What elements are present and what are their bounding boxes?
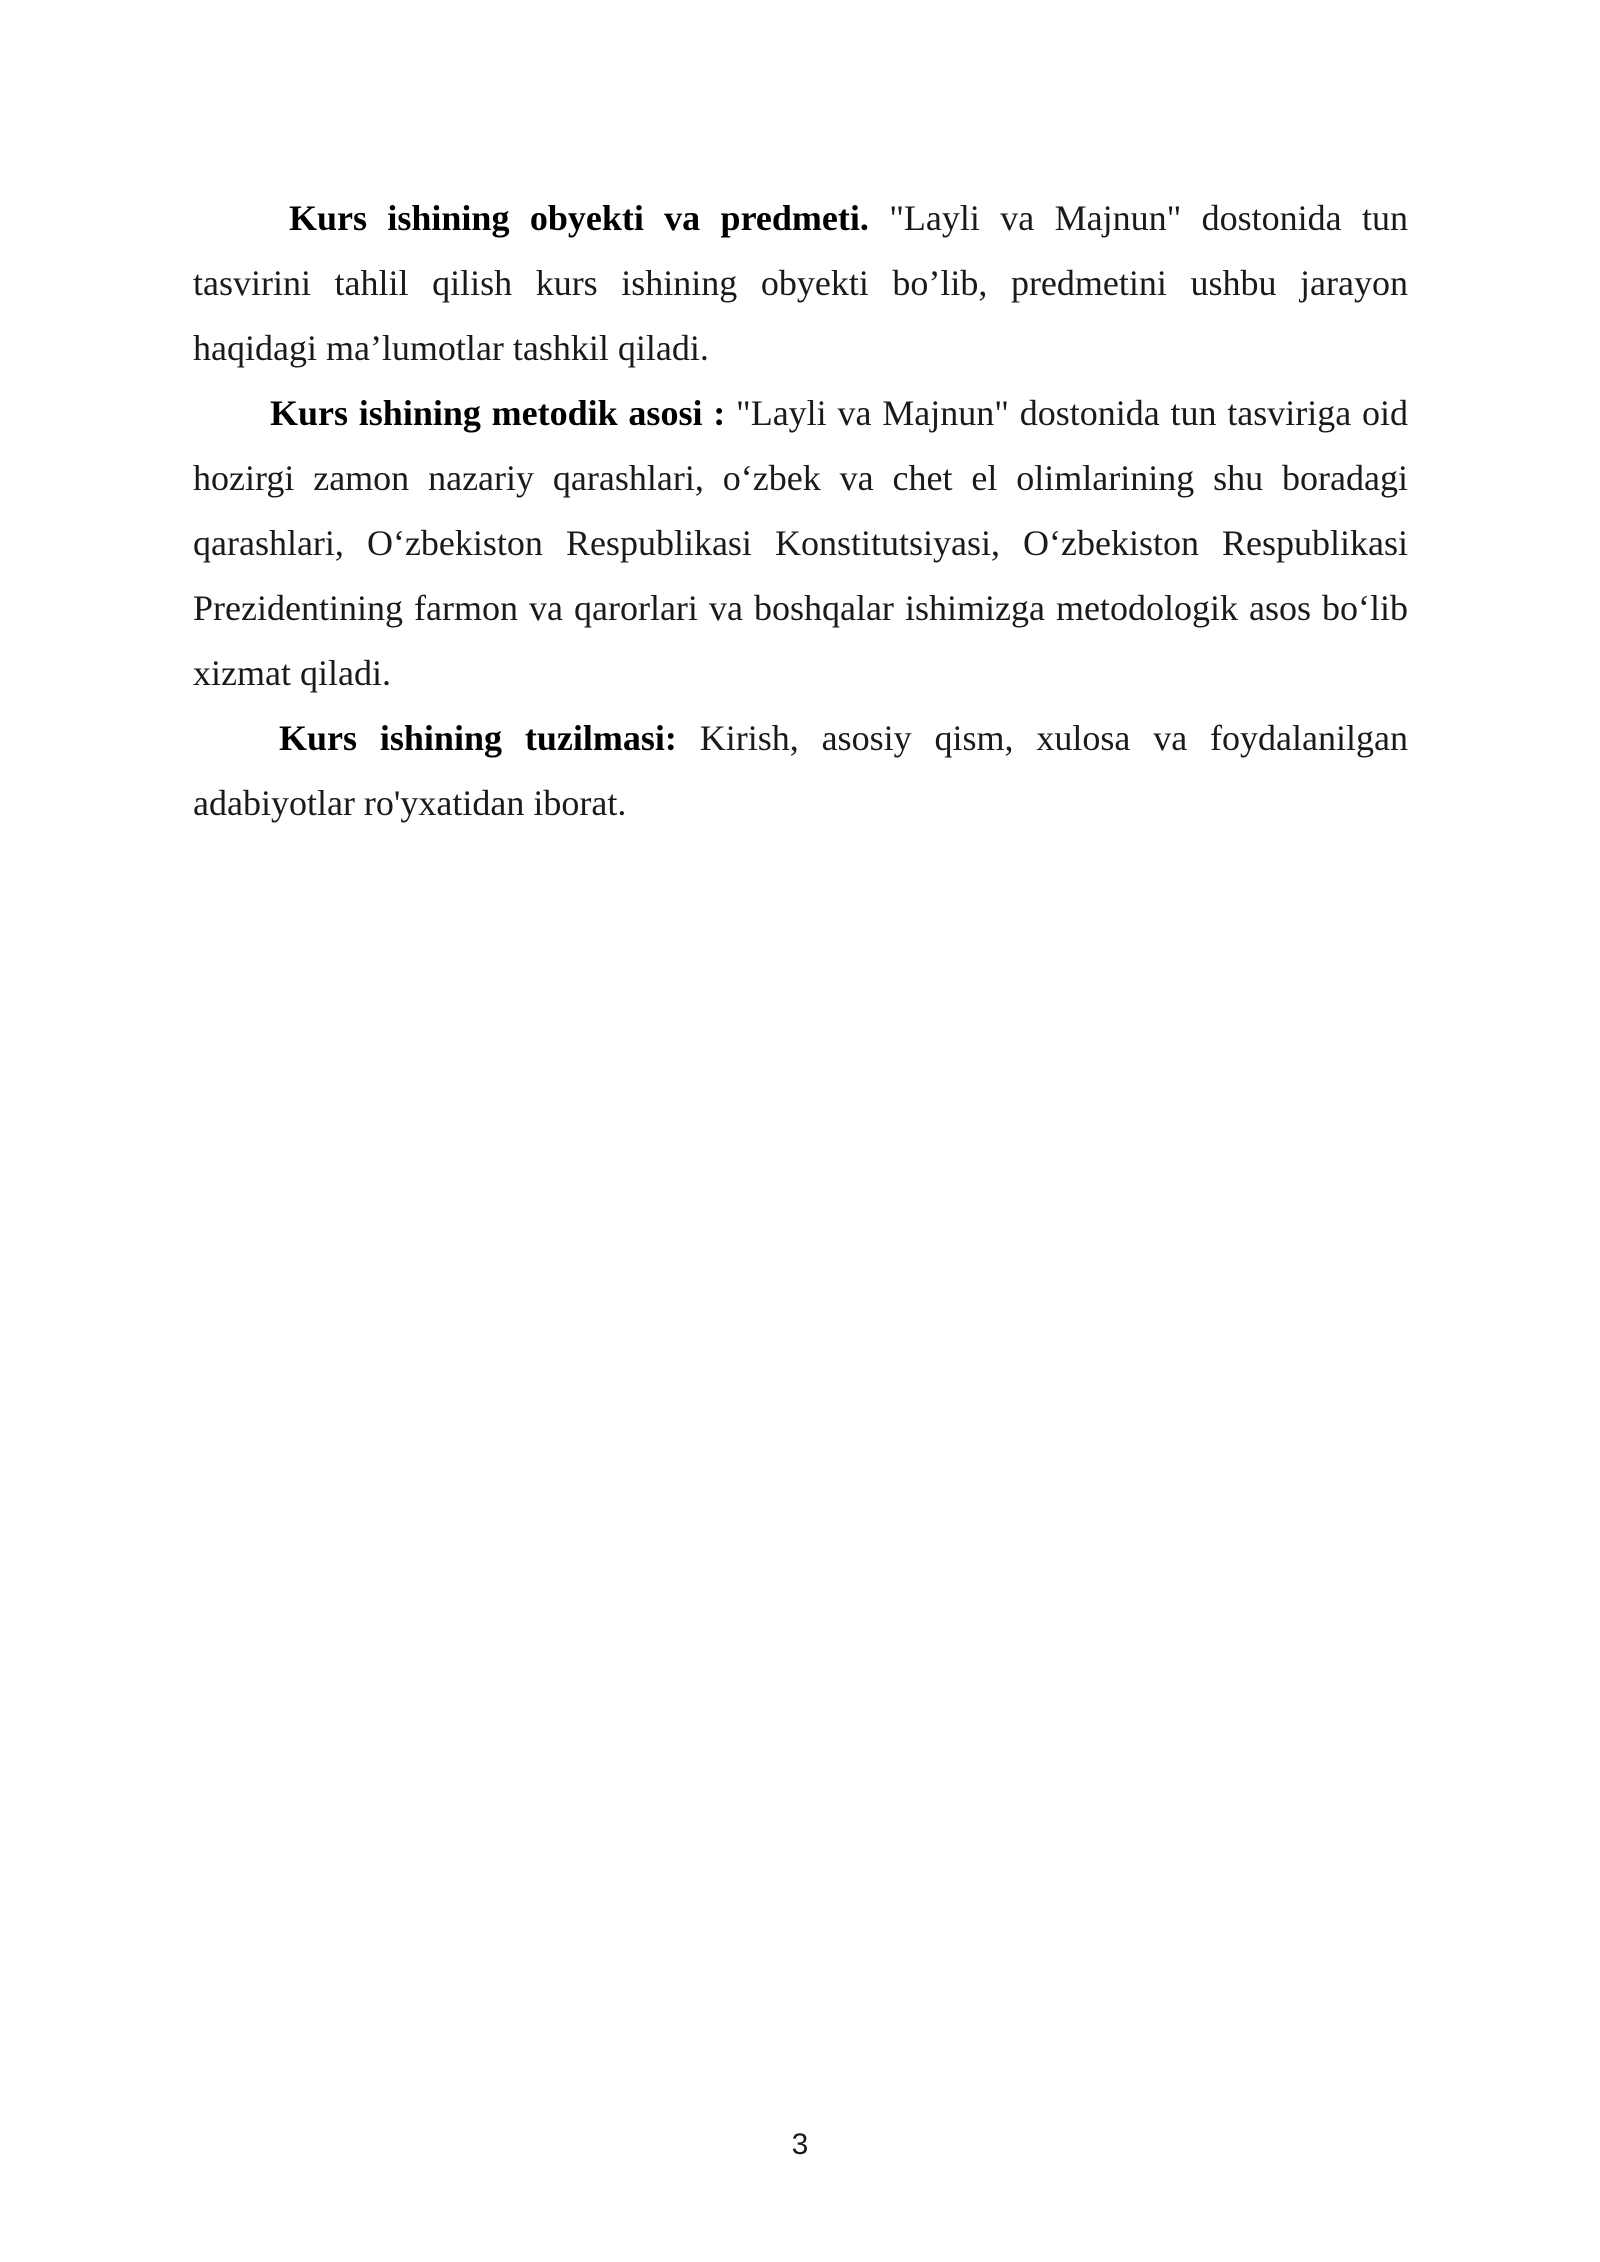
page-number: 3 — [791, 2128, 809, 2161]
paragraph-text: "Layli va Majnun" dostonida tun tasvirini tahlil qilish kurs ishining obyekti bo’lib, predmetini ushbu jarayon haqidagi ma’lumotlar tashkil qiladi. — [193, 198, 1408, 368]
paragraph-text: "Layli va Majnun" dostonida tun tasviriga oid hozirgi zamon nazariy qarashlari, o‘zbek va chet el olimlarining shu boradagi qarashlari, O‘zbekiston Respublikasi Konstitutsiyasi, O‘zbekiston Respublikasi Prezidentining farmon va qarorlari va boshqalar ishimizga metodologik asos bo‘lib xizmat qiladi. — [193, 393, 1408, 693]
paragraph-structure — [193, 706, 1408, 836]
paragraph-text: Kirish, asosiy qism, xulosa va foydalanilgan adabiyotlar ro'yxatidan iborat. — [193, 718, 1408, 823]
paragraph-heading: Kurs ishining tuzilmasi: — [279, 718, 677, 758]
paragraph-heading: Kurs ishining metodik asosi : — [270, 393, 726, 433]
paragraph-object-subject — [193, 186, 1408, 381]
paragraph-heading: Kurs ishining obyekti va predmeti. — [289, 198, 869, 238]
paragraph-methodology — [193, 381, 1408, 706]
body-text — [193, 186, 1408, 836]
